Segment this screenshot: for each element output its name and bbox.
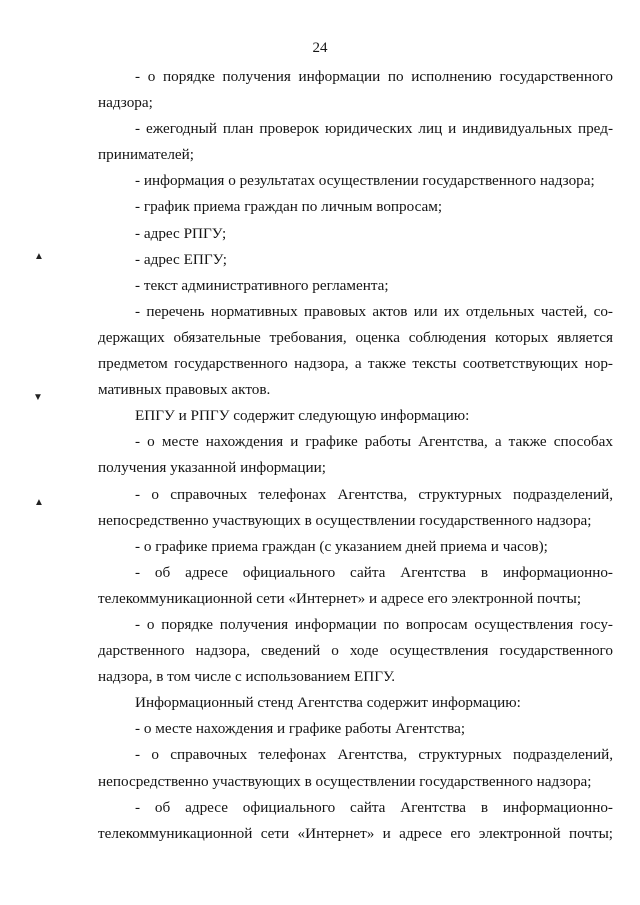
text-line: - об адресе официального сайта Агентства в информационно- bbox=[135, 563, 613, 581]
text-line: - об адресе официального сайта Агентства в информационно- bbox=[135, 798, 613, 816]
text-line: телекоммуникационной сети «Интернет» и адресе его электронной почты; bbox=[98, 589, 582, 607]
text-line: - о порядке получения информации по вопросам осуществления госу- bbox=[135, 615, 613, 633]
list-item bbox=[98, 247, 613, 273]
list-item bbox=[98, 795, 613, 847]
text-line: телекоммуникационной сети «Интернет» и адресе его электронной почты; bbox=[98, 824, 613, 842]
list-item bbox=[98, 742, 613, 794]
text-line: непосредственно участвующих в осуществлении государственного надзора; bbox=[98, 772, 592, 790]
text-line: получения указанной информации; bbox=[98, 459, 327, 477]
text-line: принимателей; bbox=[98, 146, 195, 164]
text-line: держащих обязательные требования, оценка соблюдения которых является bbox=[98, 328, 613, 346]
list-item bbox=[98, 194, 613, 220]
text-line: - график приема граждан по личным вопросам; bbox=[135, 198, 443, 216]
list-item bbox=[98, 221, 613, 247]
text-line: - ежегодный план проверок юридических лиц и индивидуальных пред- bbox=[135, 120, 613, 138]
list-item bbox=[98, 299, 613, 403]
text-line: предметом государственного надзора, а также тексты соответствующих нор- bbox=[98, 355, 613, 373]
text-line: надзора, в том числе с использованием ЕПГУ. bbox=[98, 668, 396, 686]
list-item bbox=[98, 116, 613, 168]
text-line: - о справочных телефонах Агентства, структурных подразделений, bbox=[135, 746, 613, 764]
text-line: дарственного надзора, сведений о ходе осуществления государственного bbox=[98, 642, 613, 660]
text-line: - информация о результатах осуществлении государственного надзора; bbox=[135, 172, 595, 190]
margin-mark: ▲ bbox=[34, 251, 44, 262]
text-line: непосредственно участвующих в осуществлении государственного надзора; bbox=[98, 511, 592, 529]
text-line: - адрес ЕПГУ; bbox=[135, 250, 227, 268]
text-line: мативных правовых актов. bbox=[98, 381, 271, 399]
list-item bbox=[98, 429, 613, 481]
text-line: - о месте нахождения и графике работы Агентства; bbox=[135, 720, 466, 738]
page-number: 24 bbox=[312, 40, 328, 56]
list-item bbox=[98, 168, 613, 194]
list-item bbox=[98, 64, 613, 116]
text-line: ЕПГУ и РПГУ содержит следующую информацию: bbox=[135, 407, 470, 425]
list-item bbox=[98, 534, 613, 560]
margin-mark: ▼ bbox=[33, 392, 43, 403]
text-line: - текст административного регламента; bbox=[135, 276, 389, 294]
list-item bbox=[98, 612, 613, 690]
text-line: Информационный стенд Агентства содержит информацию: bbox=[135, 694, 521, 712]
text-line: - о графике приема граждан (с указанием дней приема и часов); bbox=[135, 537, 548, 555]
text-line: - о месте нахождения и графике работы Агентства, а также способах bbox=[135, 433, 613, 451]
list-item bbox=[98, 482, 613, 534]
text-line: - о справочных телефонах Агентства, структурных подразделений, bbox=[135, 485, 613, 503]
margin-mark: ▲ bbox=[34, 497, 44, 508]
list-item bbox=[98, 273, 613, 299]
list-item bbox=[98, 560, 613, 612]
section-heading-paragraph bbox=[98, 690, 613, 716]
text-line: надзора; bbox=[98, 94, 153, 112]
text-line: - адрес РПГУ; bbox=[135, 224, 227, 242]
section-heading-paragraph bbox=[98, 403, 613, 429]
list-item bbox=[98, 716, 613, 742]
document-body bbox=[98, 64, 613, 847]
text-line: - о порядке получения информации по исполнению государственного bbox=[135, 68, 613, 85]
text-line: - перечень нормативных правовых актов или их отдельных частей, со- bbox=[135, 302, 613, 320]
